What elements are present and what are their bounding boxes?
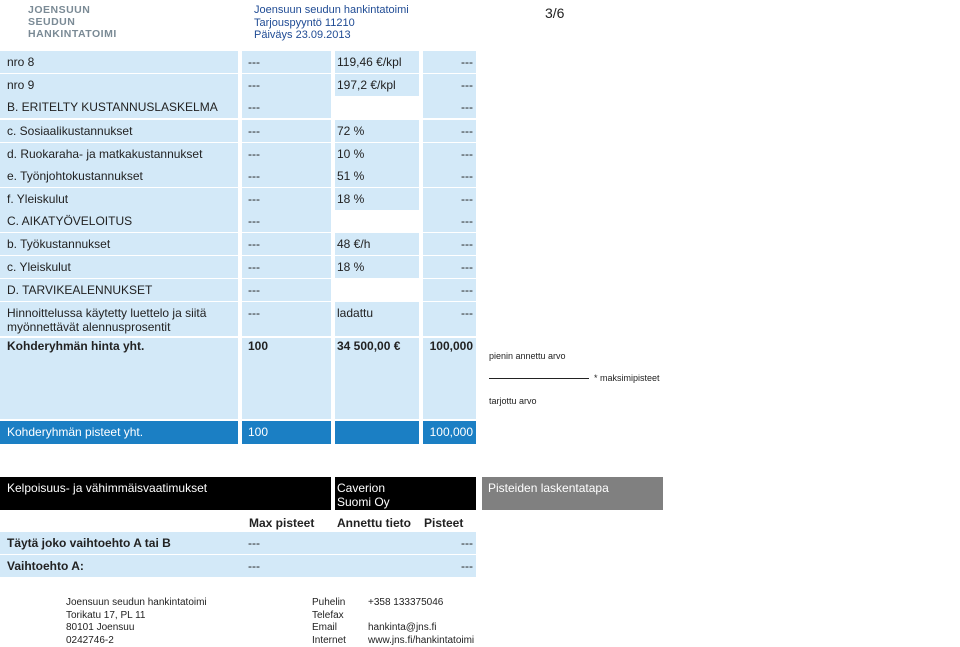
max-points: --- [248, 559, 260, 573]
given-value: ladattu [337, 306, 373, 320]
row-label: D. TARVIKEALENNUKSET [7, 283, 152, 297]
points: --- [461, 283, 473, 297]
footer-line: Joensuun seudun hankintatoimi [66, 597, 207, 610]
footer-label: Email [312, 622, 346, 635]
qualification-row-label: Täytä joko vaihtoehto A tai B [7, 536, 171, 550]
supplier-cell [335, 477, 476, 510]
table-row [0, 555, 476, 577]
given-value: 197,2 €/kpl [337, 78, 396, 92]
footer-email[interactable]: hankinta@jns.fi [368, 622, 474, 635]
column-points: Pisteet [424, 516, 463, 530]
max-points: --- [248, 100, 260, 114]
supplier-name: Caverion [337, 481, 385, 495]
max-points: --- [248, 169, 260, 183]
points: --- [461, 237, 473, 251]
points: --- [461, 536, 473, 550]
points: --- [461, 147, 473, 161]
footer-label: Puhelin [312, 597, 346, 610]
given-value: 10 % [337, 147, 364, 161]
max-points: --- [248, 78, 260, 92]
points: --- [461, 124, 473, 138]
group-total-label: Kohderyhmän hinta yht. [7, 339, 144, 353]
given-value: 51 % [337, 169, 364, 183]
footer-line: 80101 Joensuu [66, 622, 207, 635]
column-given-info: Annettu tieto [337, 516, 411, 530]
max-points: --- [248, 283, 260, 297]
page-number: 3/6 [545, 5, 564, 21]
qualification-title: Kelpoisuus- ja vähimmäisvaatimukset [7, 481, 207, 495]
given-value: 72 % [337, 124, 364, 138]
group-total-score-cell [423, 338, 476, 419]
group-points-empty-cell [335, 421, 419, 444]
points: --- [461, 100, 473, 114]
given-value: 48 €/h [337, 237, 370, 251]
given-value: 18 % [337, 260, 364, 274]
row-label: e. Työnjohtokustannukset [7, 169, 143, 183]
footer-fax [368, 610, 474, 623]
footer-label: Internet [312, 635, 346, 647]
max-points: --- [248, 237, 260, 251]
points: --- [461, 55, 473, 69]
points: --- [461, 306, 473, 320]
max-points: --- [248, 306, 260, 320]
group-points-max: 100 [248, 425, 268, 439]
footer-label: Telefax [312, 610, 346, 623]
logo-line: JOENSUUN [28, 4, 118, 16]
qualification-row-label: Vaihtoehto A: [7, 559, 84, 573]
group-total-label-cell [0, 338, 238, 419]
points: --- [461, 169, 473, 183]
points: --- [461, 192, 473, 206]
group-points-score-cell [423, 421, 476, 444]
group-total-max: 100 [248, 339, 268, 353]
qualification-title-cell [0, 477, 331, 510]
method-cell [482, 477, 663, 510]
footer-line: Torikatu 17, PL 11 [66, 610, 207, 623]
row-label: d. Ruokaraha- ja matkakustannukset [7, 147, 202, 161]
group-points-label-cell [0, 421, 238, 444]
supplier-name: Suomi Oy [337, 495, 390, 509]
header-tender: Tarjouspyyntö 11210 [254, 17, 409, 30]
group-total-value-cell [335, 338, 419, 419]
logo [28, 4, 118, 40]
max-points: --- [248, 192, 260, 206]
footer-phone: +358 133375046 [368, 597, 474, 610]
legend-fraction-line [489, 378, 589, 379]
max-points: --- [248, 124, 260, 138]
logo-line: SEUDUN [28, 16, 118, 28]
row-label: nro 8 [7, 55, 34, 69]
legend-offered-value: tarjottu arvo [489, 396, 537, 406]
footer-address [66, 597, 207, 647]
row-label: C. AIKATYÖVELOITUS [7, 214, 132, 228]
row-label: myönnettävät alennusprosentit [7, 320, 170, 334]
max-points: --- [248, 260, 260, 274]
group-points-label: Kohderyhmän pisteet yht. [7, 425, 143, 439]
row-label: nro 9 [7, 78, 34, 92]
footer-contact-labels [312, 597, 346, 647]
max-points: --- [248, 147, 260, 161]
row-label: Hinnoittelussa käytetty luettelo ja siitä [7, 306, 206, 320]
column-max-points: Max pisteet [249, 516, 314, 530]
group-points-max-cell [242, 421, 331, 444]
scoring-method-title: Pisteiden laskentatapa [488, 481, 609, 495]
points: --- [461, 214, 473, 228]
max-points: --- [248, 55, 260, 69]
group-total-value: 34 500,00 € [337, 339, 400, 353]
group-total-max-cell [242, 338, 331, 419]
row-label: b. Työkustannukset [7, 237, 110, 251]
points: --- [461, 78, 473, 92]
row-label: c. Yleiskulut [7, 260, 71, 274]
max-points: --- [248, 214, 260, 228]
footer-contact-values [368, 597, 474, 647]
group-points-score: 100,000 [430, 425, 473, 439]
row-label: c. Sosiaalikustannukset [7, 124, 132, 138]
given-value: 119,46 €/kpl [337, 55, 402, 69]
document-header [254, 4, 409, 42]
points: --- [461, 260, 473, 274]
max-points: --- [248, 536, 260, 550]
group-total-score: 100,000 [430, 339, 473, 353]
given-value: 18 % [337, 192, 364, 206]
footer-line: 0242746-2 [66, 635, 207, 647]
row-label: B. ERITELTY KUSTANNUSLASKELMA [7, 100, 218, 114]
header-org: Joensuun seudun hankintatoimi [254, 4, 409, 17]
legend-max-points: * maksimipisteet [594, 373, 660, 383]
logo-line: HANKINTATOIMI [28, 28, 118, 40]
header-date: Päiväys 23.09.2013 [254, 29, 409, 42]
row-label: f. Yleiskulut [7, 192, 68, 206]
table-row [0, 532, 476, 554]
legend-min-value: pienin annettu arvo [489, 351, 566, 361]
footer-website[interactable]: www.jns.fi/hankintatoimi [368, 635, 474, 647]
points: --- [461, 559, 473, 573]
